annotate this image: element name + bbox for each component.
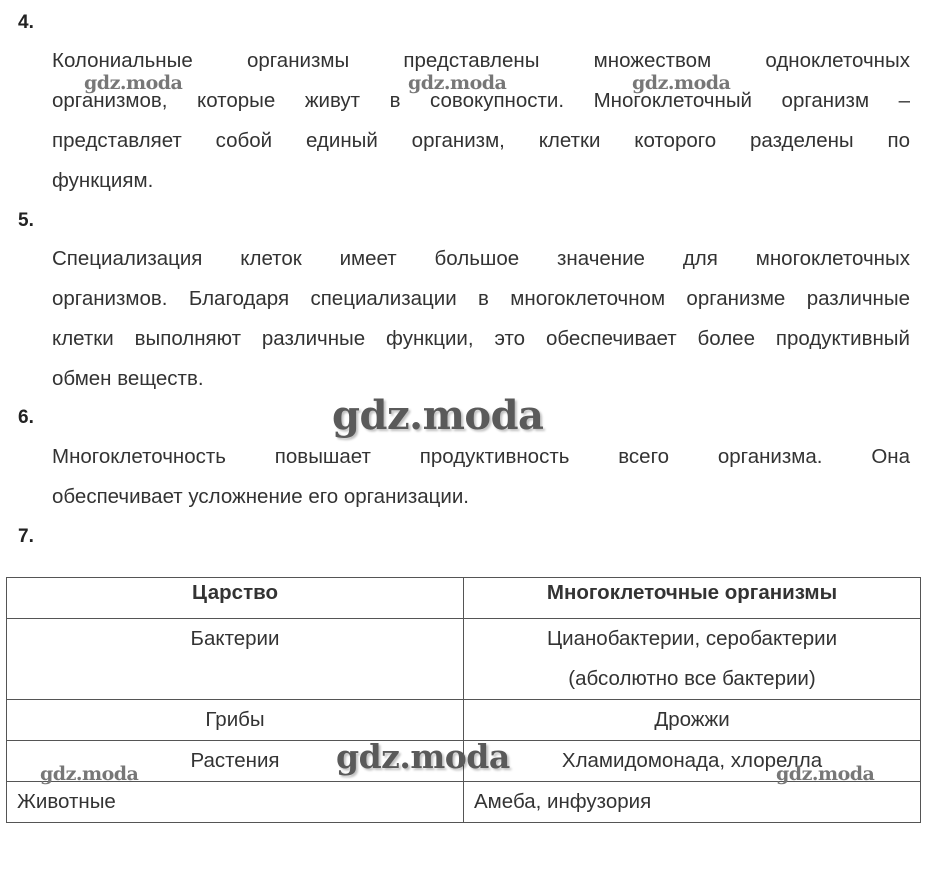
table-header-row	[7, 578, 921, 619]
organisms-cell	[464, 619, 921, 700]
answer-line: Колониальные организмы представлены множеством одноклеточных	[52, 49, 910, 72]
kingdom-cell: Растения	[7, 741, 464, 782]
organisms-cell: Амеба, инфузория	[464, 782, 921, 823]
question-6-answer	[52, 437, 910, 517]
organisms-line: (абсолютно все бактерии)	[568, 667, 816, 690]
question-5-number: 5.	[18, 210, 34, 231]
table-row	[7, 700, 921, 741]
answer-line: обмен веществ.	[52, 367, 204, 390]
watermark-logo: gdz.moda	[632, 72, 731, 94]
organisms-line: Цианобактерии, серобактерии	[546, 627, 838, 650]
header-kingdom: Царство	[7, 578, 464, 619]
kingdom-cell: Животные	[7, 782, 464, 823]
answer-line: клетки выполняют различные функции, это обеспечивает более продуктивный	[52, 327, 910, 350]
watermark-logo: gdz.moda	[84, 72, 183, 94]
kingdom-cell: Грибы	[7, 700, 464, 741]
kingdoms-table	[6, 577, 921, 823]
answer-line: организмов, которые живут в совокупности. Многоклеточный организм –	[52, 89, 910, 112]
answer-line: функциям.	[52, 169, 154, 192]
watermark-logo: gdz.moda	[336, 737, 510, 776]
question-5-answer	[52, 239, 910, 399]
question-4-answer	[52, 41, 910, 201]
answer-line: Многоклеточность повышает продуктивность всего организма. Она	[52, 445, 910, 468]
watermark-logo: gdz.moda	[408, 72, 507, 94]
kingdom-cell: Бактерии	[7, 619, 464, 700]
organisms-cell: Дрожжи	[464, 700, 921, 741]
answer-line: обеспечивает усложнение его организации.	[52, 485, 469, 508]
header-organisms: Многоклеточные организмы	[464, 578, 921, 619]
answer-line: организмов. Благодаря специализации в многоклеточном организме различные	[52, 287, 910, 310]
table-row	[7, 782, 921, 823]
question-6-number: 6.	[18, 407, 34, 428]
watermark-logo: gdz.moda	[332, 392, 544, 439]
table-row	[7, 619, 921, 700]
watermark-logo: gdz.moda	[776, 763, 875, 785]
answer-line: Специализация клеток имеет большое значение для многоклеточных	[52, 247, 910, 270]
organisms-cell: Хламидомонада, хлорелла	[464, 741, 921, 782]
answer-line: представляет собой единый организм, клетки которого разделены по	[52, 129, 910, 152]
question-7-number: 7.	[18, 526, 34, 547]
watermark-logo: gdz.moda	[40, 763, 139, 785]
table-row	[7, 741, 921, 782]
question-4-number: 4.	[18, 12, 34, 33]
